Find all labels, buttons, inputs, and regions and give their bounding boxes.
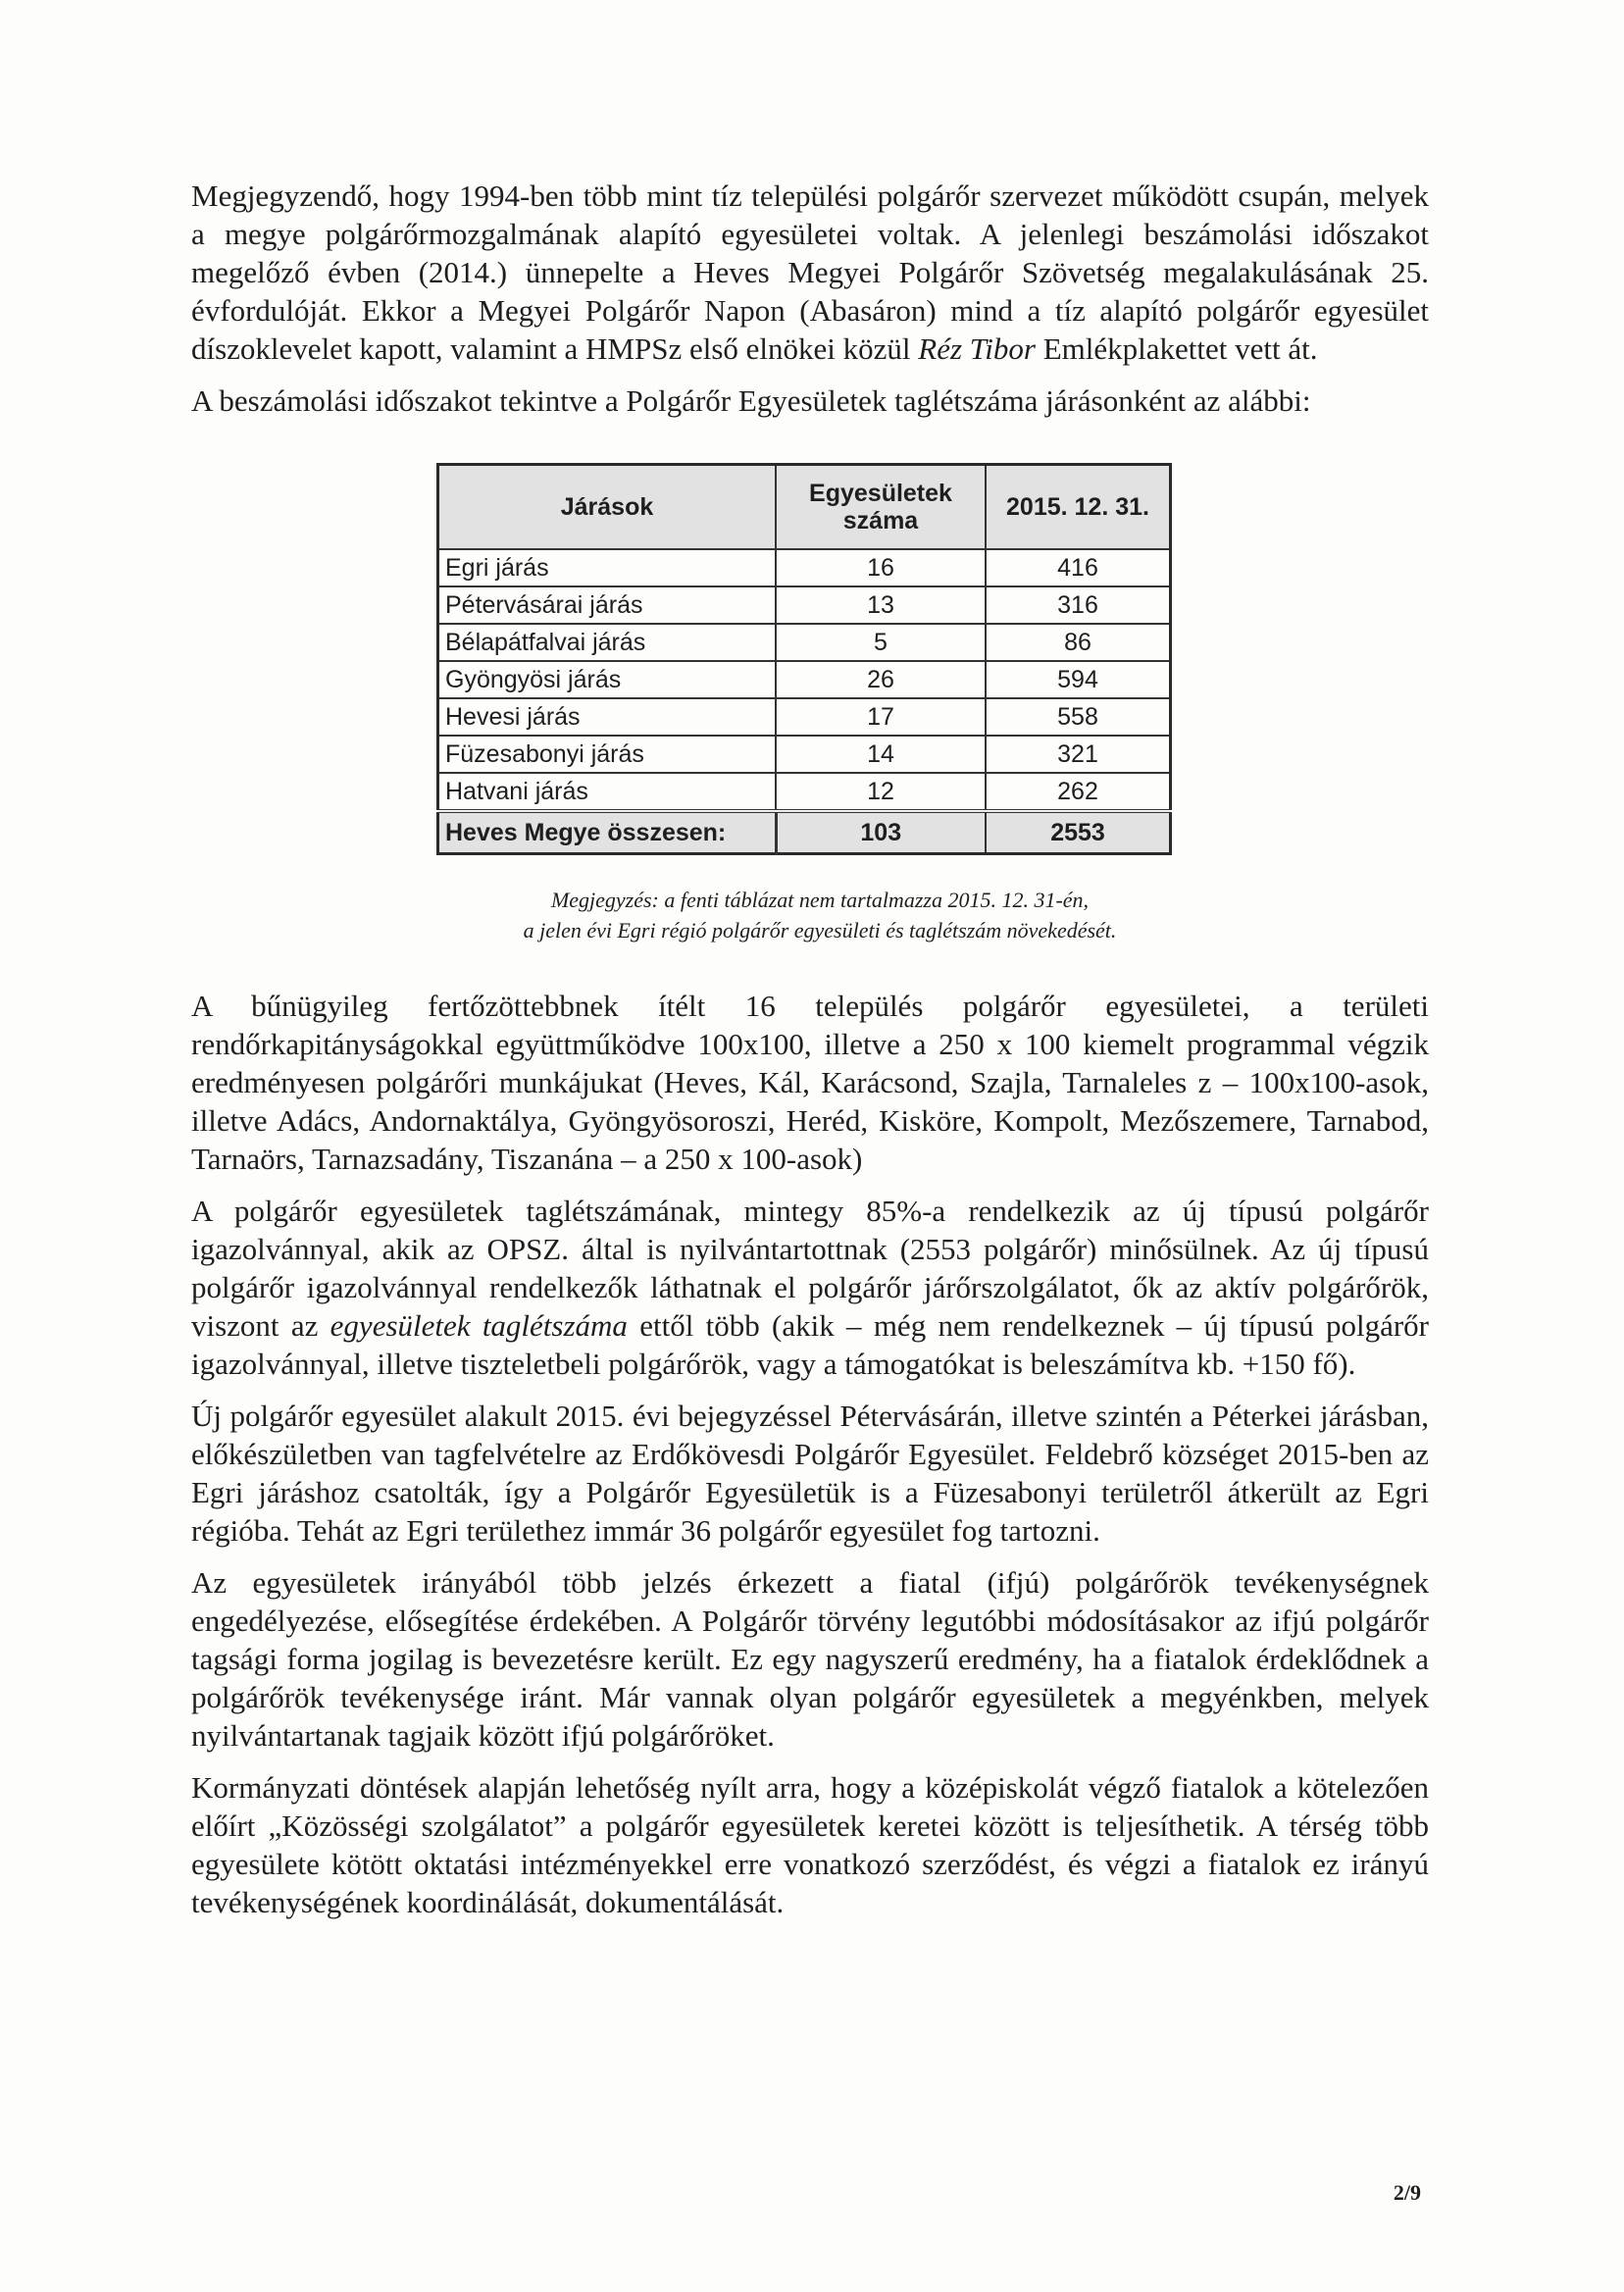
paragraph-id-cards-end: ettől több (akik – még nem rendelkeznek – új típusú polgárőr igazolvánnyal, illetve tiszteletbeli polgárőrök, vagy a támogatókat is beleszámítva kb. +150 fő). [191,1308,1429,1381]
paragraph-youth: Az egyesületek irányából több jelzés érkezett a fiatal (ifjú) polgárőrök tevékenységnek engedélyezése, elősegítése érdekében. A Polgárőr törvény legutóbbi módosításakor az ifjú polgárőr tagsági forma jogilag is bevezetésre került. Ez egy nagyszerű eredmény, ha a fiatalok érdeklődnek a polgárőrök tevékenysége iránt. Már vannak olyan polgárőr egyesületek a megyénkben, melyek nyilvántartanak tagjaik között ifjú polgárőröket. [191,1565,1429,1753]
paragraph-id-cards-emphasis: egyesületek taglétszáma [330,1308,628,1343]
document-body [191,177,1429,1935]
paragraph-new-association: Új polgárőr egyesület alakult 2015. évi bejegyzéssel Pétervásárán, illetve szintén a Péterkei járásban, előkészületben van tagfelvételre az Erdőkövesdi Polgárőr Egyesület. Feldebrő községet 2015-ben az Egri járáshoz csatolták, így a Polgárőr Egyesületük is a Füzesabonyi területről átkerült az Egri régióba. Tehát az Egri területhez immár 36 polgárőr egyesület fog tartozni. [191,1399,1429,1548]
member-count: 416 [986,549,1171,586]
membership-table [436,463,1172,855]
association-count: 5 [776,624,986,661]
table-row [438,736,1171,773]
paragraph-id-cards [191,1192,1429,1383]
district-name: Füzesabonyi járás [438,736,777,773]
association-count: 17 [776,698,986,736]
district-name: Bélapátfalvai járás [438,624,777,661]
header-associations: Egyesületek száma [776,465,986,550]
page-number: 2/9 [1393,2180,1421,2205]
membership-table-section [436,463,1172,855]
member-count: 86 [986,624,1171,661]
member-count: 594 [986,661,1171,698]
table-row [438,661,1171,698]
table-caption [191,885,1429,945]
total-association-count: 103 [776,811,986,854]
association-count: 26 [776,661,986,698]
paragraph-history-name: Réz Tibor [918,331,1036,366]
paragraph-table-intro: A beszámolási időszakot tekintve a Polgárőr Egyesületek taglétszáma járásonként az alábbi: [191,383,1311,418]
paragraph-community-service: Kormányzati döntések alapján lehetőség nyílt arra, hogy a középiskolát végző fiatalok a kötelezően előírt „Közösségi szolgálatot” a polgárőr egyesületek keretei között is teljesíthetik. A térség több egyesülete kötött oktatási intézményekkel erre vonatkozó szerződést, és végzi a fiatalok ez irányú tevékenységének koordinálását, dokumentálását. [191,1770,1429,1919]
table-total-row [438,811,1171,854]
association-count: 16 [776,549,986,586]
district-name: Pétervásárai járás [438,586,777,624]
caption-line-2: a jelen évi Egri régió polgárőr egyesületi és taglétszám növekedését. [523,918,1117,942]
table-row [438,624,1171,661]
header-date: 2015. 12. 31. [986,465,1171,550]
table-row [438,549,1171,586]
member-count: 316 [986,586,1171,624]
table-row [438,586,1171,624]
district-name: Gyöngyösi járás [438,661,777,698]
association-count: 12 [776,773,986,811]
paragraph-id-cards-text: A polgárőr egyesületek taglétszámának, mintegy 85%-a rendelkezik az új típusú polgárőr igazolvánnyal, akik az OPSZ. által is nyilvántartottnak (2553 polgárőr) minősülnek. Az új típusú polgárőr igazolvánnyal rendelkezők láthatnak el polgárőr járőrszolgálatot, ők az aktív polgárőrök, viszont az [191,1194,1429,1343]
district-name: Hatvani járás [438,773,777,811]
paragraph-history [191,177,1429,368]
total-label: Heves Megye összesen: [438,811,777,854]
paragraph-history-text: Megjegyzendő, hogy 1994-ben több mint tíz települési polgárőr szervezet működött csupán, melyek a megye polgárőrmozgalmának alapító egyesületei voltak. A jelenlegi beszámolási időszakot megelőző évben (2014.) ünnepelte a Heves Megyei Polgárőr Szövetség megalakulásának 25. évfordulóját. Ekkor a Megyei Polgárőr Napon (Abasáron) mind a tíz alapító polgárőr egyesület díszoklevelet kapott, valamint a HMPSz első elnökei közül [191,178,1429,366]
table-header-row [438,465,1171,550]
association-count: 14 [776,736,986,773]
caption-line-1: Megjegyzés: a fenti táblázat nem tartalmazza 2015. 12. 31-én, [550,888,1090,912]
table-row [438,698,1171,736]
body-after-table [191,987,1429,1921]
member-count: 321 [986,736,1171,773]
member-count: 262 [986,773,1171,811]
district-name: Hevesi járás [438,698,777,736]
association-count: 13 [776,586,986,624]
table-row [438,773,1171,811]
district-name: Egri járás [438,549,777,586]
total-member-count: 2553 [986,811,1171,854]
member-count: 558 [986,698,1171,736]
paragraph-history-end: Emlékplakettet vett át. [1035,331,1318,366]
paragraph-programs: A bűnügyileg fertőzöttebbnek ítélt 16 település polgárőr egyesületei, a területi rendőrkapitányságokkal együttműködve 100x100, illetve a 250 x 100 kiemelt programmal végzik eredményesen polgárőri munkájukat (Heves, Kál, Karácsond, Szajla, Tarnaleles z – 100x100-asok, illetve Adács, Andornaktálya, Gyöngyösoroszi, Heréd, Kisköre, Kompolt, Mezőszemere, Tarnabod, Tarnaörs, Tarnazsadány, Tiszanána – a 250 x 100-asok) [191,989,1429,1176]
header-districts: Járások [438,465,777,550]
